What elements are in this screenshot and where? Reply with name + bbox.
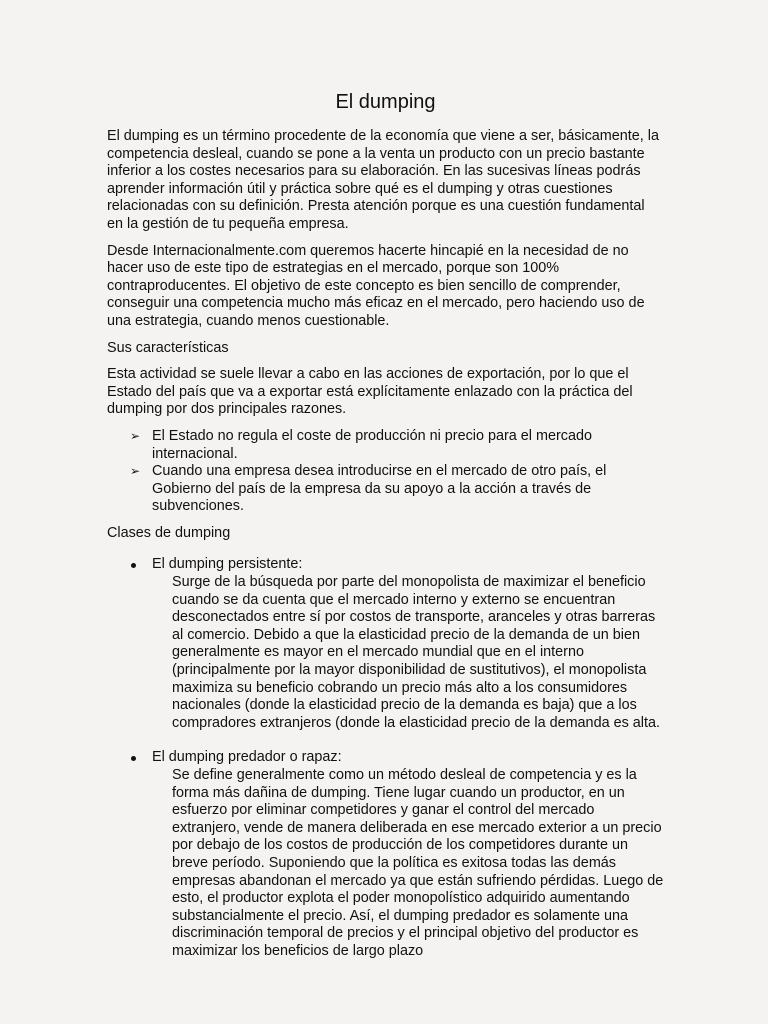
internacionalmente-paragraph: Desde Internacionalmente.com queremos hacerte hincapié en la necesidad de no hacer uso de este tipo de estrategias en el mercado, porque son 100% contraproducentes. El objetivo de este concepto es bien sencillo de comprender, conseguir una competencia mucho más eficaz en el mercado, pero haciendo uso de una estrategia, cuando menos cuestionable. [107, 242, 645, 329]
arrow-bullet-icon: ➢ [130, 464, 141, 479]
class-name: El dumping predador o rapaz: [152, 749, 342, 766]
arrow-bullet-icon: ➢ [130, 428, 141, 443]
list-item [107, 556, 664, 732]
bullet-dot-icon [131, 756, 136, 761]
bullet-dot-icon [131, 563, 136, 568]
reasons-list [107, 428, 664, 516]
class-name: El dumping persistente: [152, 556, 303, 573]
list-item [107, 463, 664, 516]
classes-list [107, 556, 664, 960]
document-title: El dumping [335, 91, 436, 113]
class-description: Surge de la búsqueda por parte del monopolista de maximizar el beneficio cuando se da cuenta que el mercado interno y externo se encuentran desconectados entre sí por costos de transporte, aranceles y otras barreras al comercio. Debido a que la elasticidad precio de la demanda de un bien generalmente es mayor en el mercado mundial que en el interno (principalmente por la mayor disponibilidad de sustitutivos), el monopolista maximiza su beneficio cobrando un precio más alto a los consumidores nacionales (donde la elasticidad precio de la demanda es baja) que a los compradores extranjeros (donde la elasticidad precio de la demanda es alta. [172, 574, 660, 731]
intro-paragraph: El dumping es un término procedente de la economía que viene a ser, básicamente, la competencia desleal, cuando se pone a la venta un producto con un precio bastante inferior a los costes necesarios para su elaboración. En las sucesivas líneas podrás aprender información útil y práctica sobre qué es el dumping y otras cuestiones relacionadas con su definición. Presta atención porque es una cuestión fundamental en la gestión de tu pequeña empresa. [107, 128, 659, 232]
caracteristicas-intro: Esta actividad se suele llevar a cabo en las acciones de exportación, por lo que el Estado del país que va a exportar está explícitamente enlazado con la práctica del dumping por dos principales razones. [107, 366, 633, 418]
list-item [107, 428, 664, 463]
reason-text: Cuando una empresa desea introducirse en el mercado de otro país, el Gobierno del país de la empresa da su apoyo a la acción a través de subvenciones. [152, 463, 607, 515]
class-description: Se define generalmente como un método desleal de competencia y es la forma más dañina de dumping. Tiene lugar cuando un productor, en un esfuerzo por eliminar competidores y ganar el control del mercado extranjero, vende de manera deliberada en ese mercado exterior a un precio por debajo de los costos de producción de los competidores durante un breve período. Suponiendo que la política es exitosa todas las demás empresas abandonan el mercado ya que están sufriendo pérdidas. Luego de esto, el productor explota el poder monopolístico adquirido aumentando substancialmente el precio. Así, el dumping predador es solamente una discriminación temporal de precios y el principal objetivo del productor es maximizar los beneficios de largo plazo [172, 767, 664, 959]
section-heading-caracteristicas: Sus características [107, 339, 229, 356]
list-item [107, 749, 664, 960]
reason-text: El Estado no regula el coste de producción ni precio para el mercado internacional. [152, 427, 592, 462]
section-heading-clases: Clases de dumping [107, 524, 231, 541]
